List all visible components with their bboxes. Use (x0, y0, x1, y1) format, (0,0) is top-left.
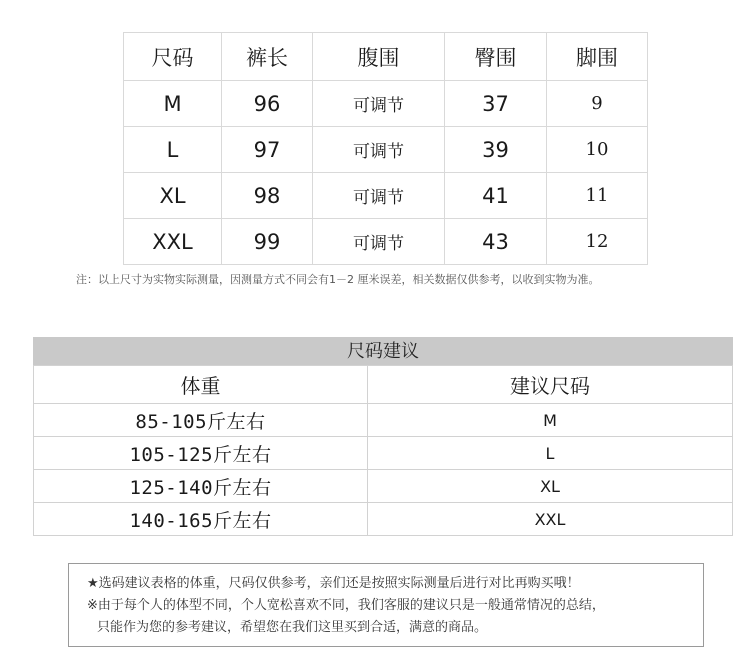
cell-size: M (124, 81, 222, 127)
cell-leg-opening: 11 (547, 173, 648, 219)
table-row (34, 503, 733, 536)
table-row (124, 173, 648, 219)
notice-line: 只能作为您的参考建议，希望您在我们这里买到合适，满意的商品。 (97, 620, 488, 635)
header-size: 尺码 (124, 33, 222, 81)
header-hip: 臀围 (445, 33, 547, 81)
cell-hip: 41 (445, 173, 547, 219)
cell-size: XXL (124, 219, 222, 265)
header-weight: 体重 (34, 366, 368, 404)
recommendation-header-row (34, 366, 733, 404)
cell-suggested-size: M (368, 404, 733, 437)
cell-waist: 可调节 (313, 219, 445, 265)
cell-weight: 125-140斤左右 (34, 470, 368, 503)
recommendation-title: 尺码建议 (33, 337, 733, 365)
size-table (123, 32, 648, 265)
cell-suggested-size: XL (368, 470, 733, 503)
cell-hip: 37 (445, 81, 547, 127)
cell-waist: 可调节 (313, 81, 445, 127)
cell-size: L (124, 127, 222, 173)
table-row (124, 127, 648, 173)
cell-weight: 140-165斤左右 (34, 503, 368, 536)
table-row (34, 437, 733, 470)
cell-waist: 可调节 (313, 173, 445, 219)
recommendation-table (33, 365, 733, 536)
table-row (34, 470, 733, 503)
cell-leg-opening: 10 (547, 127, 648, 173)
cell-length: 99 (222, 219, 313, 265)
cell-length: 98 (222, 173, 313, 219)
cell-weight: 105-125斤左右 (34, 437, 368, 470)
cell-suggested-size: XXL (368, 503, 733, 536)
cell-length: 96 (222, 81, 313, 127)
cell-waist: 可调节 (313, 127, 445, 173)
cell-leg-opening: 12 (547, 219, 648, 265)
cell-leg-opening: 9 (547, 81, 648, 127)
table-row (34, 404, 733, 437)
measurement-note: 注：以上尺寸为实物实际测量，因测量方式不同会有1－2 厘米误差，相关数据仅供参考，以收到实物为准。 (76, 273, 600, 286)
notice-line: ※由于每个人的体型不同，个人宽松喜欢不同，我们客服的建议只是一般通常情况的总结， (87, 598, 605, 613)
cell-suggested-size: L (368, 437, 733, 470)
header-waist: 腹围 (313, 33, 445, 81)
cell-size: XL (124, 173, 222, 219)
cell-length: 97 (222, 127, 313, 173)
cell-weight: 85-105斤左右 (34, 404, 368, 437)
size-table-header-row (124, 33, 648, 81)
notice-box (68, 563, 704, 647)
header-length: 裤长 (222, 33, 313, 81)
cell-hip: 43 (445, 219, 547, 265)
notice-line: ★选码建议表格的体重，尺码仅供参考，亲们还是按照实际测量后进行对比再购买哦！ (87, 576, 580, 591)
header-suggested-size: 建议尺码 (368, 366, 733, 404)
header-leg-opening: 脚围 (547, 33, 648, 81)
table-row (124, 81, 648, 127)
cell-hip: 39 (445, 127, 547, 173)
size-recommendation (33, 337, 733, 536)
table-row (124, 219, 648, 265)
